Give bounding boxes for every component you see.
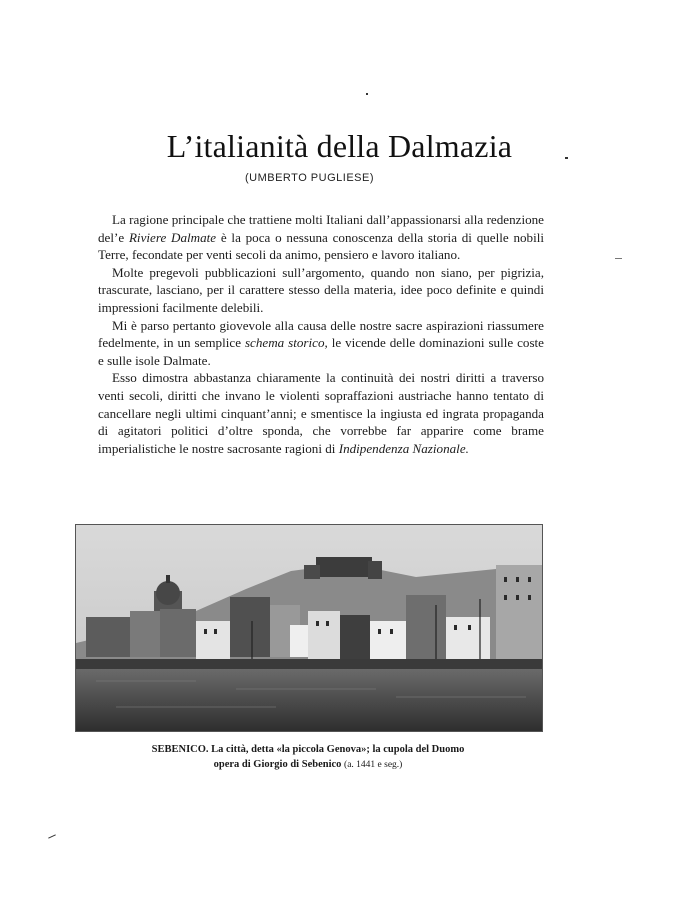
paragraph-1-text-end: è la poca o nessuna conoscenza della storia di quelle nobili Terre, fecondate per venti secoli da animo, pensiero e lavoro italiano.: [98, 229, 544, 263]
print-mark-top: [366, 93, 368, 95]
caption-line-2: [0, 757, 616, 773]
paragraph-1: [98, 211, 544, 264]
paragraph-4-italic: Indipendenza Nazionale.: [338, 440, 469, 456]
author-line: (UMBERTO PUGLIESE): [244, 172, 374, 184]
body-text: [98, 211, 544, 457]
paragraph-3-italic: schema storico,: [244, 335, 328, 351]
page-title: L’italianità della Dalmazia: [166, 128, 513, 164]
print-mark-margin: [615, 258, 622, 259]
paragraph-4-text: Esso dimostra abbastanza chiaramente la continuità dei nostri diritti a traverso venti secoli, diritti che invano le violenti sopraffazioni austriache hanno tentato di cancellare negli ultimi cinquant’anni; e smentisce la ingiusta ed ingrata propaganda di agitatori politici d’oltre sponda, che vorrebbe far apparire come brame imperialistiche le nostre sacrosante ragioni di: [98, 370, 544, 456]
print-mark-right: [565, 157, 568, 159]
paragraph-2: [98, 264, 544, 317]
paragraph-1-text: La ragione principale che trattiene molti Italiani dall’appassionarsi alla redenzione del’e: [98, 212, 544, 245]
paragraph-3-text-end: le vicende delle dominazioni sulle coste e sulle isole Dalmate.: [98, 335, 544, 368]
sebenico-photo-drawing: [76, 525, 542, 731]
paragraph-2-text: Molte pregevoli pubblicazioni sull’argomento, quando non siano, per pigrizia, trascurate, lasciano, per il carattere stesso della materia, idee poco definite e quindi impressioni facilmente delebili.: [98, 264, 544, 315]
paragraph-1-italic: Riviere Dalmate: [128, 229, 217, 245]
caption-note: (a. 1441 e seg.): [344, 760, 403, 770]
paragraph-4: [98, 369, 544, 457]
paragraph-3: [98, 317, 544, 370]
sebenico-photo: [75, 524, 543, 732]
print-mark-bottom: [48, 834, 56, 838]
paragraph-3-text: Mi è parso pertanto giovevole alla causa delle nostre sacre aspirazioni riassumere fedelmente, in un semplice: [98, 317, 544, 351]
caption-line-2-text: opera di Giorgio di Sebenico: [213, 759, 342, 770]
figure-caption: [0, 742, 616, 773]
caption-line-1: SEBENICO. La città, detta «la piccola Genova»; la cupola del Duomo: [151, 744, 465, 755]
